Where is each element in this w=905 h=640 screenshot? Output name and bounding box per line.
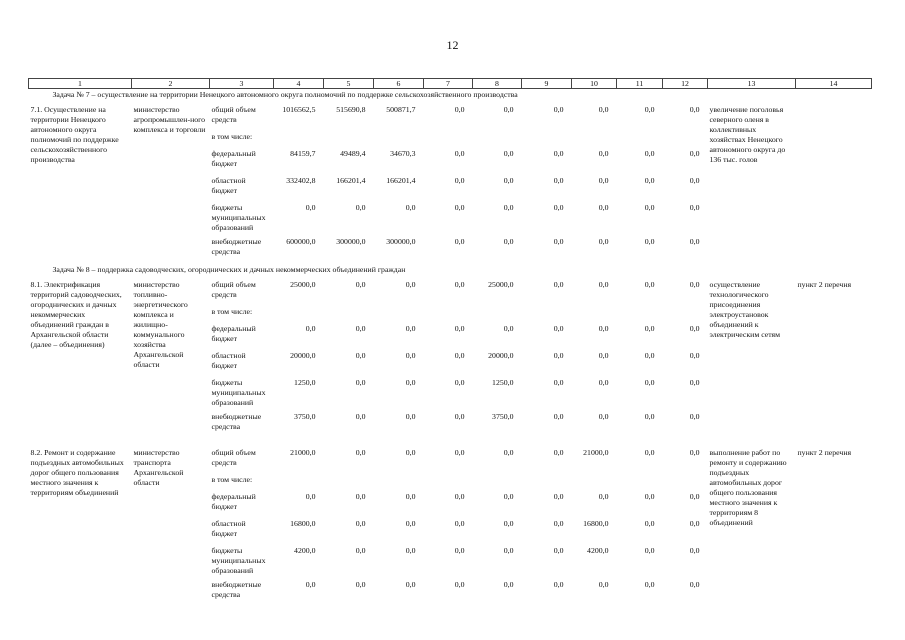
funding-value: 0,0: [503, 580, 514, 589]
funding-source-label: общий объем средств: [211, 448, 256, 467]
expected-result: осуществление технологического присоединения электроустановок объединений к электрическим сетям: [709, 280, 781, 339]
funding-value: [572, 475, 617, 492]
funding-value: 0,0: [644, 324, 655, 333]
funding-value: 0,0: [503, 203, 514, 212]
funding-value: 0,0: [644, 580, 655, 589]
funding-value: 0,0: [644, 149, 655, 158]
funding-source-label: областной бюджет: [211, 176, 246, 195]
funding-value: 84159,7: [290, 149, 316, 158]
funding-value: [572, 307, 617, 324]
funding-value: 0,0: [454, 580, 465, 589]
funding-value: 0,0: [405, 351, 416, 360]
activity-name: 8.2. Ремонт и содержание подъездных автомобильных дорог общего пользования местного значения к территориям объединений: [30, 448, 124, 497]
funding-value: 0,0: [355, 448, 366, 457]
column-number: 5: [324, 79, 374, 89]
funding-value: 20000,0: [290, 351, 316, 360]
funding-value: [522, 132, 572, 149]
funding-value: [324, 475, 374, 492]
funding-value: 0,0: [503, 492, 514, 501]
column-number: 6: [374, 79, 424, 89]
funding-value: [473, 132, 522, 149]
funding-value: 0,0: [598, 492, 609, 501]
column-number: 1: [29, 79, 132, 89]
funding-source-label: федеральный бюджет: [211, 149, 256, 168]
funding-value: 515690,8: [336, 105, 366, 114]
funding-source-label: областной бюджет: [211, 519, 246, 538]
funding-value: 0,0: [503, 448, 514, 457]
funding-value: 0,0: [553, 351, 564, 360]
funding-value: 0,0: [454, 105, 465, 114]
task-title: Задача № 8 – поддержка садоводческих, огороднических и дачных некоммерческих объединений граждан: [52, 265, 406, 274]
funding-value: 0,0: [454, 203, 465, 212]
funding-value: [374, 307, 424, 324]
funding-value: 0,0: [598, 412, 609, 421]
funding-value: [424, 307, 473, 324]
funding-value: 0,0: [503, 105, 514, 114]
funding-value: 0,0: [553, 324, 564, 333]
funding-value: 3750,0: [492, 412, 514, 421]
funding-source-label: внебюджетные средства: [211, 412, 262, 431]
funding-source-label: общий объем средств: [211, 280, 256, 299]
funding-value: 0,0: [689, 280, 700, 289]
funding-value: 0,0: [454, 351, 465, 360]
funding-value: 0,0: [598, 105, 609, 114]
funding-value: 21000,0: [583, 448, 609, 457]
funding-value: 332402,8: [286, 176, 316, 185]
funding-value: 0,0: [405, 448, 416, 457]
program-table-sheet: [28, 78, 871, 607]
funding-source-label: федеральный бюджет: [211, 324, 256, 343]
funding-value: [663, 307, 708, 324]
funding-value: 1016562,5: [282, 105, 316, 114]
funding-value: 0,0: [405, 203, 416, 212]
funding-source-label: общий объем средств: [211, 105, 256, 124]
funding-value: 4200,0: [294, 546, 316, 555]
funding-value: [324, 307, 374, 324]
funding-value: 0,0: [355, 351, 366, 360]
funding-source-label: бюджеты муниципальных образований: [211, 203, 266, 232]
expected-result: увеличение поголовья северного оленя в коллективных хозяйствах Ненецкого автономного округа до 136 тыс. голов: [709, 105, 786, 164]
funding-value: 0,0: [553, 149, 564, 158]
funding-value: 49489,4: [340, 149, 366, 158]
funding-value: 0,0: [644, 519, 655, 528]
funding-value: 0,0: [689, 580, 700, 589]
funding-value: 0,0: [405, 324, 416, 333]
funding-value: 25000,0: [488, 280, 514, 289]
funding-source-label: бюджеты муниципальных образований: [211, 378, 266, 407]
funding-value: 0,0: [405, 519, 416, 528]
funding-value: [617, 132, 663, 149]
funding-value: [572, 132, 617, 149]
column-number: 2: [132, 79, 210, 89]
funding-row: [29, 277, 872, 307]
funding-value: [424, 475, 473, 492]
funding-value: 0,0: [355, 519, 366, 528]
funding-value: 1250,0: [294, 378, 316, 387]
funding-value: 0,0: [405, 580, 416, 589]
funding-value: 0,0: [689, 149, 700, 158]
funding-source-label: внебюджетные средства: [211, 580, 262, 599]
program-activities-table: [28, 78, 872, 607]
funding-value: 0,0: [454, 237, 465, 246]
column-number-row: [29, 79, 872, 89]
column-number: 12: [663, 79, 708, 89]
funding-value: 0,0: [689, 412, 700, 421]
funding-value: 500871,7: [386, 105, 416, 114]
funding-value: 166201,4: [386, 176, 416, 185]
funding-value: 0,0: [553, 378, 564, 387]
funding-value: [274, 475, 324, 492]
funding-value: 0,0: [689, 324, 700, 333]
funding-value: 0,0: [405, 492, 416, 501]
funding-value: 0,0: [598, 324, 609, 333]
funding-value: 0,0: [454, 546, 465, 555]
funding-value: 21000,0: [290, 448, 316, 457]
funding-value: 300000,0: [336, 237, 366, 246]
funding-value: 0,0: [689, 203, 700, 212]
activity-name: 7.1. Осуществление на территории Ненецкого автономного округа полномочий по поддержке сельскохозяйственного производства: [30, 105, 119, 164]
funding-value: 16800,0: [583, 519, 609, 528]
funding-value: 0,0: [305, 492, 316, 501]
funding-value: 0,0: [405, 280, 416, 289]
funding-value: 0,0: [405, 412, 416, 421]
funding-value: 0,0: [644, 378, 655, 387]
task-title: Задача № 7 – осуществление на территории Ненецкого автономного округа полномочий по поддержке сельскохозяйственного производства: [52, 90, 518, 99]
funding-value: 4200,0: [587, 546, 609, 555]
funding-value: 0,0: [689, 378, 700, 387]
funding-value: 0,0: [644, 176, 655, 185]
funding-value: 0,0: [454, 492, 465, 501]
funding-value: 0,0: [405, 546, 416, 555]
reference-link: [796, 102, 872, 264]
funding-value: 0,0: [454, 448, 465, 457]
funding-value: [374, 475, 424, 492]
page-number: 12: [446, 38, 459, 52]
funding-value: 0,0: [503, 519, 514, 528]
activity-name: 8.1. Электрификация территорий садоводческих, огороднических и дачных некоммерческих объединений граждан в Архангельской области (далее – объединения): [30, 280, 122, 349]
funding-value: 0,0: [598, 203, 609, 212]
funding-value: 0,0: [644, 237, 655, 246]
funding-source-label: внебюджетные средства: [211, 237, 262, 256]
funding-value: 0,0: [355, 378, 366, 387]
funding-value: [522, 475, 572, 492]
funding-value: [274, 307, 324, 324]
funding-value: 0,0: [454, 519, 465, 528]
funding-value: 0,0: [553, 546, 564, 555]
funding-value: [324, 132, 374, 149]
responsible-executor: министерство транспорта Архангельской области: [133, 448, 184, 487]
column-number: 13: [708, 79, 796, 89]
funding-value: [274, 132, 324, 149]
funding-value: 0,0: [355, 280, 366, 289]
funding-value: 0,0: [553, 580, 564, 589]
funding-value: 0,0: [355, 324, 366, 333]
funding-value: 0,0: [598, 176, 609, 185]
funding-value: 0,0: [454, 412, 465, 421]
funding-source-label: в том числе:: [211, 307, 253, 316]
funding-value: 0,0: [553, 412, 564, 421]
task-heading-row: [29, 264, 872, 277]
funding-value: 0,0: [355, 492, 366, 501]
funding-value: 34670,3: [390, 149, 416, 158]
funding-value: [424, 132, 473, 149]
task-heading-row: [29, 89, 872, 103]
funding-value: 0,0: [598, 280, 609, 289]
reference-link: пункт 2 перечня: [797, 448, 852, 457]
column-number: 11: [617, 79, 663, 89]
funding-value: 20000,0: [488, 351, 514, 360]
funding-value: 0,0: [503, 546, 514, 555]
responsible-executor: министерство топливно-энергетического комплекса и жилищно-коммунального хозяйства Архангельской области: [133, 280, 188, 369]
table-body: [29, 89, 872, 608]
funding-value: 25000,0: [290, 280, 316, 289]
funding-value: 0,0: [598, 149, 609, 158]
funding-value: 300000,0: [386, 237, 416, 246]
funding-source-label: областной бюджет: [211, 351, 246, 370]
funding-value: 0,0: [553, 492, 564, 501]
funding-value: 0,0: [689, 448, 700, 457]
funding-value: [473, 307, 522, 324]
funding-value: 0,0: [503, 324, 514, 333]
responsible-executor: министерство агропромышлен-ного комплекса и торговли: [133, 105, 206, 134]
column-number: 9: [522, 79, 572, 89]
funding-value: 0,0: [689, 546, 700, 555]
column-number: 4: [274, 79, 324, 89]
funding-value: 16800,0: [290, 519, 316, 528]
funding-value: 0,0: [355, 580, 366, 589]
funding-value: [617, 307, 663, 324]
funding-value: 0,0: [503, 176, 514, 185]
funding-value: 600000,0: [286, 237, 316, 246]
funding-value: 0,0: [644, 351, 655, 360]
column-number: 8: [473, 79, 522, 89]
funding-value: 166201,4: [336, 176, 366, 185]
funding-value: 0,0: [553, 519, 564, 528]
funding-value: 0,0: [644, 203, 655, 212]
funding-value: 0,0: [598, 378, 609, 387]
funding-value: 0,0: [598, 237, 609, 246]
funding-value: 0,0: [644, 105, 655, 114]
funding-value: 1250,0: [492, 378, 514, 387]
funding-value: 0,0: [553, 448, 564, 457]
funding-value: 0,0: [503, 149, 514, 158]
funding-value: [522, 307, 572, 324]
funding-value: [374, 132, 424, 149]
funding-value: 0,0: [454, 176, 465, 185]
funding-value: 0,0: [553, 203, 564, 212]
funding-value: 3750,0: [294, 412, 316, 421]
funding-value: 0,0: [689, 351, 700, 360]
funding-value: [617, 475, 663, 492]
funding-value: 0,0: [644, 546, 655, 555]
funding-row: [29, 102, 872, 132]
funding-source-label: бюджеты муниципальных образований: [211, 546, 266, 575]
funding-value: 0,0: [689, 237, 700, 246]
funding-value: 0,0: [305, 580, 316, 589]
funding-row: [29, 445, 872, 475]
funding-value: 0,0: [355, 546, 366, 555]
column-number: 3: [210, 79, 274, 89]
funding-value: 0,0: [598, 351, 609, 360]
column-number: 14: [796, 79, 872, 89]
funding-value: 0,0: [454, 280, 465, 289]
funding-value: [663, 475, 708, 492]
funding-value: 0,0: [553, 237, 564, 246]
funding-value: 0,0: [355, 412, 366, 421]
funding-source-label: федеральный бюджет: [211, 492, 256, 511]
funding-value: [663, 132, 708, 149]
funding-value: 0,0: [644, 280, 655, 289]
funding-value: 0,0: [553, 280, 564, 289]
funding-value: 0,0: [454, 149, 465, 158]
funding-value: 0,0: [454, 324, 465, 333]
funding-value: 0,0: [553, 105, 564, 114]
funding-value: 0,0: [405, 378, 416, 387]
reference-link: пункт 2 перечня: [797, 280, 852, 289]
funding-value: 0,0: [644, 412, 655, 421]
column-number: 10: [572, 79, 617, 89]
expected-result: выполнение работ по ремонту и содержанию подъездных автомобильных дорог общего пользования местного значения к территориям 8 объединений: [709, 448, 787, 527]
funding-value: 0,0: [689, 176, 700, 185]
funding-source-label: в том числе:: [211, 475, 253, 484]
funding-value: 0,0: [553, 176, 564, 185]
funding-value: 0,0: [454, 378, 465, 387]
funding-value: 0,0: [689, 105, 700, 114]
funding-value: 0,0: [644, 448, 655, 457]
funding-value: 0,0: [598, 580, 609, 589]
funding-value: 0,0: [305, 203, 316, 212]
column-number: 7: [424, 79, 473, 89]
funding-value: 0,0: [689, 492, 700, 501]
funding-value: 0,0: [503, 237, 514, 246]
funding-value: 0,0: [689, 519, 700, 528]
funding-value: 0,0: [305, 324, 316, 333]
funding-value: [473, 475, 522, 492]
funding-value: 0,0: [644, 492, 655, 501]
funding-source-label: в том числе:: [211, 132, 253, 141]
funding-value: 0,0: [355, 203, 366, 212]
